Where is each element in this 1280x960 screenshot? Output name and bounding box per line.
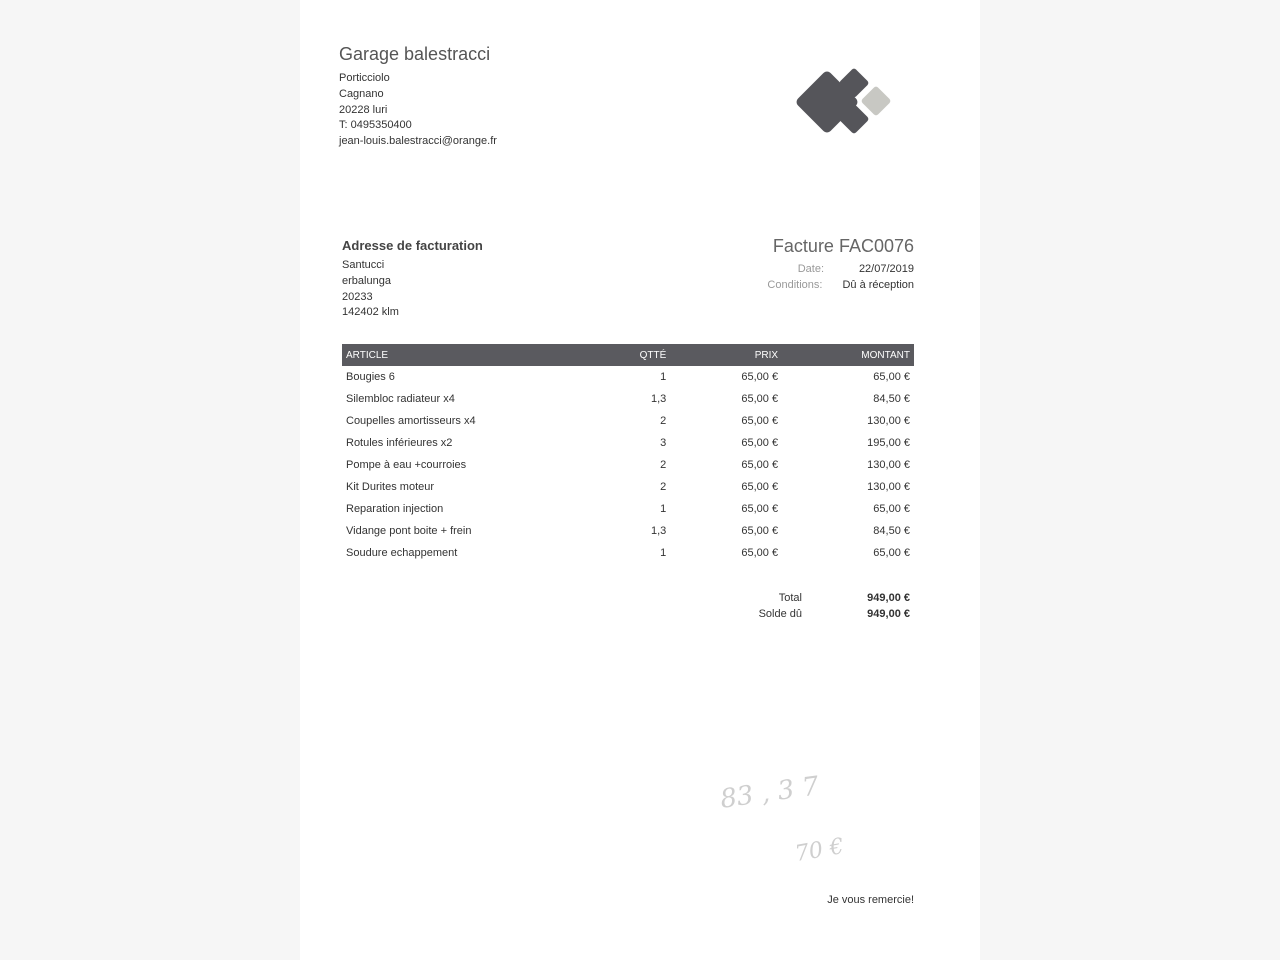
item-article: Reparation injection bbox=[346, 503, 444, 515]
item-price: 65,00 € bbox=[741, 371, 779, 383]
item-amount: 130,00 € bbox=[867, 459, 910, 471]
invoice-page bbox=[300, 0, 980, 960]
billing-address-block bbox=[342, 238, 483, 321]
company-logo bbox=[790, 62, 900, 142]
item-quantity: 1 bbox=[660, 503, 667, 515]
item-price: 65,00 € bbox=[741, 503, 779, 515]
invoice-date-row bbox=[732, 261, 914, 277]
item-article: Bougies 6 bbox=[346, 371, 395, 383]
invoice-conditions-row bbox=[732, 277, 914, 293]
table-row bbox=[342, 388, 914, 410]
item-article: Kit Durites moteur bbox=[346, 481, 435, 493]
balance-due-row bbox=[740, 607, 914, 623]
company-block bbox=[339, 44, 497, 150]
table-row bbox=[342, 454, 914, 476]
item-article: Soudure echappement bbox=[346, 547, 458, 559]
item-amount: 84,50 € bbox=[873, 393, 910, 405]
handwritten-note: 70 € bbox=[793, 833, 846, 868]
item-price: 65,00 € bbox=[741, 459, 779, 471]
item-article: Rotules inférieures x2 bbox=[346, 437, 453, 449]
billing-line: 20233 bbox=[342, 290, 373, 303]
item-quantity: 1 bbox=[660, 371, 667, 383]
conditions-label: Conditions: bbox=[767, 279, 823, 291]
header-price: PRIX bbox=[670, 344, 782, 366]
item-article: Coupelles amortisseurs x4 bbox=[346, 415, 476, 427]
item-quantity: 3 bbox=[660, 437, 667, 449]
item-article: Silembloc radiateur x4 bbox=[346, 393, 455, 405]
item-price: 65,00 € bbox=[741, 393, 779, 405]
item-article: Pompe à eau +courroies bbox=[346, 459, 467, 471]
balance-due-label: Solde dû bbox=[758, 607, 802, 620]
item-price: 65,00 € bbox=[741, 415, 779, 427]
thanks-message: Je vous remercie! bbox=[827, 894, 914, 906]
header-amount: MONTANT bbox=[782, 344, 914, 366]
logo-diamond-right bbox=[860, 85, 891, 116]
item-price: 65,00 € bbox=[741, 481, 779, 493]
company-phone: T: 0495350400 bbox=[339, 119, 412, 132]
company-address-line: 20228 luri bbox=[339, 103, 388, 116]
item-amount: 195,00 € bbox=[867, 437, 910, 449]
item-quantity: 1,3 bbox=[650, 393, 667, 405]
item-price: 65,00 € bbox=[741, 437, 779, 449]
item-quantity: 2 bbox=[660, 481, 667, 493]
billing-line: Santucci bbox=[342, 259, 385, 271]
table-row bbox=[342, 520, 914, 542]
item-amount: 65,00 € bbox=[873, 547, 910, 559]
totals-block bbox=[740, 591, 914, 622]
total-row bbox=[740, 591, 914, 607]
item-amount: 84,50 € bbox=[873, 525, 910, 537]
table-header-row bbox=[342, 344, 914, 366]
table-row bbox=[342, 366, 914, 388]
item-amount: 130,00 € bbox=[867, 481, 910, 493]
table-row bbox=[342, 476, 914, 498]
invoice-title: Facture FAC0076 bbox=[772, 236, 914, 256]
header-article: ARTICLE bbox=[342, 344, 596, 366]
date-label: Date: bbox=[797, 263, 824, 275]
date-value: 22/07/2019 bbox=[858, 263, 914, 275]
item-amount: 65,00 € bbox=[873, 371, 910, 383]
table-row bbox=[342, 498, 914, 520]
item-quantity: 2 bbox=[660, 459, 667, 471]
item-quantity: 2 bbox=[660, 415, 667, 427]
invoice-meta-block bbox=[732, 236, 914, 293]
table-row bbox=[342, 542, 914, 564]
item-price: 65,00 € bbox=[741, 525, 779, 537]
total-value: 949,00 € bbox=[867, 592, 910, 604]
item-price: 65,00 € bbox=[741, 547, 779, 559]
item-quantity: 1,3 bbox=[650, 525, 667, 537]
company-name: Garage balestracci bbox=[339, 44, 491, 64]
table-row bbox=[342, 432, 914, 454]
company-address-line: Porticciolo bbox=[339, 72, 390, 84]
item-amount: 65,00 € bbox=[873, 503, 910, 515]
balance-due-value: 949,00 € bbox=[867, 607, 910, 620]
billing-line: erbalunga bbox=[342, 274, 391, 287]
item-amount: 130,00 € bbox=[867, 415, 910, 427]
total-label: Total bbox=[778, 592, 802, 604]
items-table bbox=[342, 344, 914, 564]
billing-title: Adresse de facturation bbox=[342, 238, 483, 253]
handwritten-note: 83 , 3 7 bbox=[718, 771, 821, 815]
conditions-value: Dû à réception bbox=[842, 279, 914, 291]
company-address-line: Cagnano bbox=[339, 87, 384, 100]
billing-line: 142402 klm bbox=[342, 306, 399, 319]
company-email: jean-louis.balestracci@orange.fr bbox=[339, 135, 497, 148]
table-row bbox=[342, 410, 914, 432]
header-quantity: QTTÉ bbox=[596, 344, 671, 366]
item-article: Vidange pont boite + frein bbox=[346, 525, 472, 537]
item-quantity: 1 bbox=[660, 547, 667, 559]
